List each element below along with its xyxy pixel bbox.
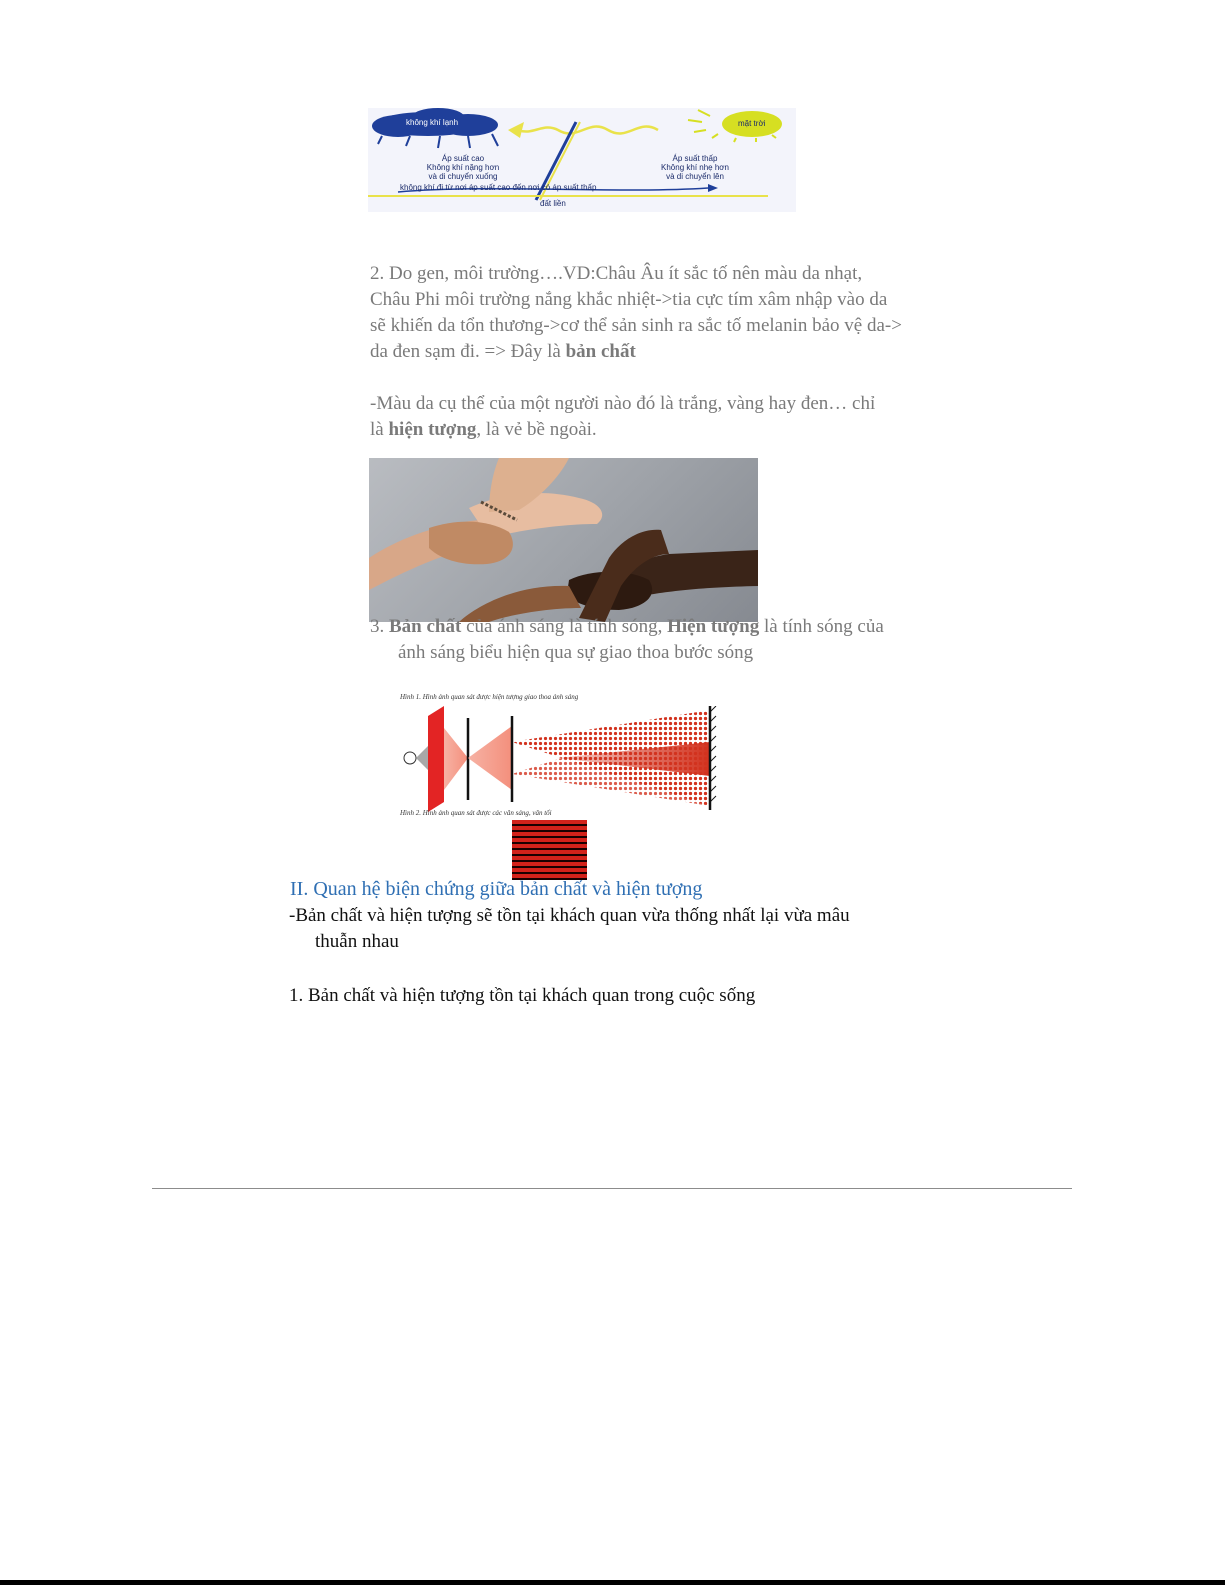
low-pressure-line: Áp suất thấp xyxy=(672,154,718,163)
paragraph-line xyxy=(370,417,970,443)
text-run: , là vẻ bề ngoài. xyxy=(476,419,597,440)
high-pressure-line: Áp suất cao xyxy=(441,154,485,163)
bold-text: Hiện tượng xyxy=(667,616,760,637)
hands-photo xyxy=(369,458,758,622)
section-heading: II. Quan hệ biện chứng giữa bản chất và hiện tượng xyxy=(290,878,703,900)
paragraph-line xyxy=(370,339,970,365)
pressure-diagram xyxy=(368,108,796,212)
sun-label: mặt trời xyxy=(738,119,766,128)
bold-text: hiện tượng xyxy=(388,419,477,440)
low-pressure-line: và di chuyển lên xyxy=(666,172,724,181)
figure-caption-1: Hình 1. Hình ảnh quan sát được hiện tượng giao thoa ánh sáng xyxy=(400,693,579,701)
light-cone xyxy=(468,726,512,790)
list-item-1: 1. Bản chất và hiện tượng tồn tại khách quan trong cuộc sống xyxy=(289,985,756,1006)
text-run: da đen sạm đi. => Đây là xyxy=(370,341,566,362)
high-pressure-text xyxy=(398,154,528,181)
paragraph-light xyxy=(370,614,990,666)
horizontal-rule xyxy=(152,1188,1072,1189)
high-pressure-line: Không khí nặng hơn xyxy=(426,163,500,172)
paragraph-line: -Màu da cụ thể của một người nào đó là trắng, vàng hay đen… chỉ xyxy=(370,393,876,414)
hands-photo-svg xyxy=(369,458,758,622)
text-run: là tính sóng của xyxy=(759,616,884,637)
paragraph-skin-color xyxy=(370,391,970,443)
wavy-arrow xyxy=(518,127,658,134)
bold-text: Bản chất xyxy=(389,616,462,637)
paragraph-line: thuẫn nhau xyxy=(315,931,399,952)
ground-label: đất liền xyxy=(540,199,566,208)
paragraph-line xyxy=(370,614,990,640)
paragraph-genes xyxy=(370,261,970,365)
bottom-bar xyxy=(0,1580,1225,1585)
red-filter xyxy=(428,706,444,812)
bottom-arrow-head xyxy=(708,184,718,192)
paragraph-line: sẽ khiến da tổn thương->cơ thể sản sinh ra sắc tố melanin bảo vệ da-> xyxy=(370,315,902,336)
high-pressure-line: và di chuyển xuống xyxy=(428,172,498,181)
paragraph-dialectic xyxy=(289,903,949,955)
paragraph-line: 2. Do gen, môi trường….VD:Châu Âu ít sắc tố nên màu da nhạt, xyxy=(370,263,863,284)
wavy-arrow-head xyxy=(508,122,524,138)
paragraph-line: ánh sáng biểu hiện qua sự giao thoa bước sóng xyxy=(398,642,754,663)
fringe-pattern xyxy=(512,820,587,880)
paragraph-line: -Bản chất và hiện tượng sẽ tồn tại khách quan vừa thống nhất lại vừa mâu xyxy=(289,905,850,926)
lamp-icon xyxy=(404,752,416,764)
text-run: 3. xyxy=(370,616,389,637)
low-pressure-line: Không khí nhẹ hơn xyxy=(661,163,729,172)
low-pressure-text xyxy=(630,154,760,181)
light-cone xyxy=(444,728,468,790)
bottom-arrow-text: không khí đi từ nơi áp suất cao đến nơi có áp suất thấp xyxy=(400,183,597,192)
text-run: là xyxy=(370,419,389,440)
text-run: của ánh sáng là tính sóng, xyxy=(461,616,668,637)
paragraph-line: Châu Phi môi trường nắng khắc nhiệt->tia cực tím xâm nhập vào da xyxy=(370,289,888,310)
cloud-label: không khí lạnh xyxy=(406,118,459,127)
bold-text: bản chất xyxy=(565,341,636,362)
figure-caption-2: Hình 2. Hình ảnh quan sát được các vân sáng, vân tối xyxy=(400,809,552,817)
